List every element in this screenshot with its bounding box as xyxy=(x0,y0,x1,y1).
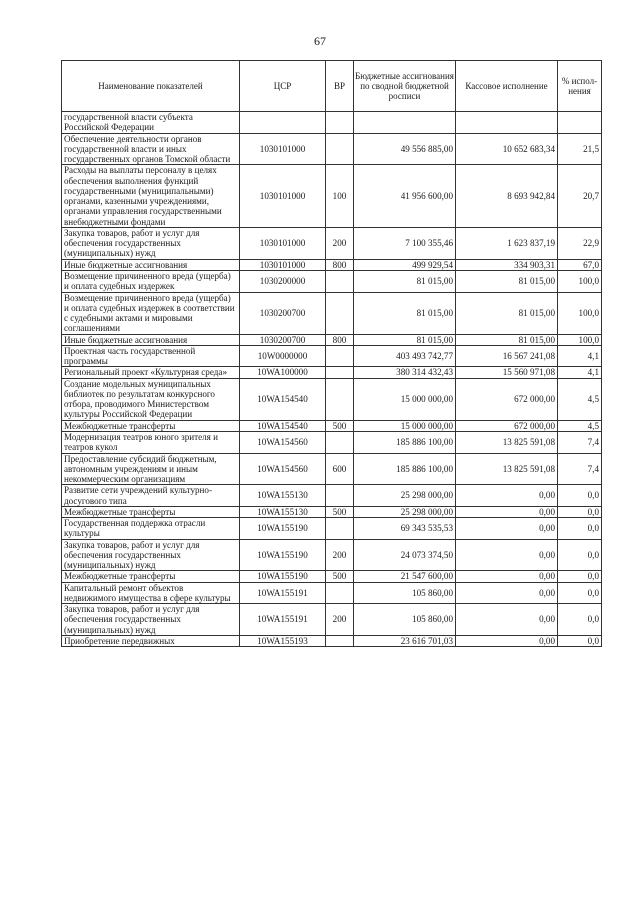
cell-cash: 0,00 xyxy=(456,571,558,582)
table-header-row xyxy=(62,61,602,112)
cell-name: Закупка товаров, работ и услуг для обеспечения государственных (муниципальных) нужд xyxy=(62,227,240,259)
cell-csr: 1030101000 xyxy=(240,133,326,165)
table-row xyxy=(62,420,602,431)
cell-name: государственной власти субъекта Российской Федерации xyxy=(62,112,240,134)
cell-cash: 0,00 xyxy=(456,604,558,636)
cell-cash: 0,00 xyxy=(456,518,558,540)
cell-pct: 0,0 xyxy=(558,636,602,647)
cell-name: Государственная поддержка отрасли культуры xyxy=(62,518,240,540)
cell-vr xyxy=(326,518,354,540)
table-row xyxy=(62,378,602,420)
cell-vr xyxy=(326,378,354,420)
cell-csr: 10WA154540 xyxy=(240,378,326,420)
cell-cash: 16 567 241,08 xyxy=(456,345,558,367)
table-row xyxy=(62,571,602,582)
cell-budget: 499 929,54 xyxy=(354,259,456,270)
cell-budget: 69 343 535,53 xyxy=(354,518,456,540)
cell-cash: 0,00 xyxy=(456,582,558,604)
cell-pct: 100,0 xyxy=(558,270,602,292)
cell-name: Возмещение причиненного вреда (ущерба) и оплата судебных издержек xyxy=(62,270,240,292)
cell-name: Приобретение передвижных xyxy=(62,636,240,647)
table-row xyxy=(62,431,602,453)
cell-budget: 81 015,00 xyxy=(354,334,456,345)
cell-csr: 10WA154560 xyxy=(240,453,326,485)
cell-cash: 0,00 xyxy=(456,539,558,571)
cell-cash: 334 903,31 xyxy=(456,259,558,270)
page-number: 67 xyxy=(314,34,326,48)
table-row xyxy=(62,259,602,270)
table-row xyxy=(62,636,602,647)
cell-budget: 105 860,00 xyxy=(354,604,456,636)
cell-vr: 500 xyxy=(326,420,354,431)
cell-cash xyxy=(456,112,558,134)
cell-csr: 1030200000 xyxy=(240,270,326,292)
cell-vr xyxy=(326,431,354,453)
cell-cash: 15 560 971,08 xyxy=(456,367,558,378)
cell-vr: 600 xyxy=(326,453,354,485)
cell-pct: 100,0 xyxy=(558,292,602,334)
cell-vr: 200 xyxy=(326,604,354,636)
cell-cash: 13 825 591,08 xyxy=(456,453,558,485)
cell-name: Развитие сети учреждений культурно-досугового типа xyxy=(62,485,240,507)
cell-cash: 1 623 837,19 xyxy=(456,227,558,259)
cell-name: Обеспечение деятельности органов государственной власти и иных государственных органов Томской области xyxy=(62,133,240,165)
cell-budget: 105 860,00 xyxy=(354,582,456,604)
cell-pct: 0,0 xyxy=(558,539,602,571)
table-row xyxy=(62,165,602,228)
cell-cash: 0,00 xyxy=(456,636,558,647)
cell-vr xyxy=(326,112,354,134)
cell-csr: 1030101000 xyxy=(240,165,326,228)
budget-execution-table xyxy=(61,60,602,647)
cell-budget: 15 000 000,00 xyxy=(354,420,456,431)
table-row xyxy=(62,582,602,604)
cell-pct: 0,0 xyxy=(558,518,602,540)
cell-name: Региональный проект «Культурная среда» xyxy=(62,367,240,378)
cell-pct: 4,1 xyxy=(558,367,602,378)
cell-pct: 0,0 xyxy=(558,485,602,507)
cell-name: Капитальный ремонт объектов недвижимого имущества в сфере культуры xyxy=(62,582,240,604)
table-row xyxy=(62,227,602,259)
cell-budget: 15 000 000,00 xyxy=(354,378,456,420)
table-row xyxy=(62,604,602,636)
cell-vr xyxy=(326,270,354,292)
header-name: Наименование показателей xyxy=(62,61,240,112)
header-csr: ЦСР xyxy=(240,61,326,112)
cell-pct: 100,0 xyxy=(558,334,602,345)
cell-budget: 81 015,00 xyxy=(354,270,456,292)
cell-name: Возмещение причиненного вреда (ущерба) и оплата судебных издержек в соответствии с судебными актами и мировыми соглашениями xyxy=(62,292,240,334)
cell-cash: 672 000,00 xyxy=(456,420,558,431)
cell-vr xyxy=(326,485,354,507)
cell-csr: 10WA154540 xyxy=(240,420,326,431)
cell-csr xyxy=(240,112,326,134)
cell-vr: 800 xyxy=(326,334,354,345)
cell-cash: 0,00 xyxy=(456,506,558,517)
table-row xyxy=(62,539,602,571)
cell-csr: 10WA155190 xyxy=(240,518,326,540)
table-row xyxy=(62,453,602,485)
table-row xyxy=(62,270,602,292)
cell-budget: 380 314 432,43 xyxy=(354,367,456,378)
cell-pct: 0,0 xyxy=(558,571,602,582)
cell-name: Создание модельных муниципальных библиотек по результатам конкурсного отбора, проводимого Министерством культуры Российской Федерации xyxy=(62,378,240,420)
cell-name: Межбюджетные трансферты xyxy=(62,571,240,582)
cell-vr xyxy=(326,133,354,165)
table-row xyxy=(62,485,602,507)
cell-name: Предоставление субсидий бюджетным, автономным учреждениям и иным некоммерческим организациям xyxy=(62,453,240,485)
cell-cash: 0,00 xyxy=(456,485,558,507)
cell-name: Закупка товаров, работ и услуг для обеспечения государственных (муниципальных) нужд xyxy=(62,539,240,571)
cell-csr: 10WA155190 xyxy=(240,571,326,582)
cell-csr: 10WA155130 xyxy=(240,506,326,517)
header-budget: Бюджетные ассигнования по сводной бюджетной росписи xyxy=(354,61,456,112)
cell-cash: 81 015,00 xyxy=(456,292,558,334)
table-row xyxy=(62,112,602,134)
cell-budget: 24 073 374,50 xyxy=(354,539,456,571)
cell-pct: 7,4 xyxy=(558,453,602,485)
cell-name: Модернизация театров юного зрителя и театров кукол xyxy=(62,431,240,453)
cell-vr: 200 xyxy=(326,227,354,259)
cell-budget: 185 886 100,00 xyxy=(354,453,456,485)
cell-pct: 7,4 xyxy=(558,431,602,453)
cell-name: Иные бюджетные ассигнования xyxy=(62,259,240,270)
cell-vr: 500 xyxy=(326,571,354,582)
header-pct: % испол-нения xyxy=(558,61,602,112)
cell-budget: 7 100 355,46 xyxy=(354,227,456,259)
cell-name: Иные бюджетные ассигнования xyxy=(62,334,240,345)
cell-vr: 800 xyxy=(326,259,354,270)
cell-csr: 10WA155190 xyxy=(240,539,326,571)
cell-budget: 23 616 701,03 xyxy=(354,636,456,647)
cell-vr xyxy=(326,582,354,604)
cell-budget: 21 547 600,00 xyxy=(354,571,456,582)
cell-vr xyxy=(326,345,354,367)
cell-name: Межбюджетные трансферты xyxy=(62,420,240,431)
cell-csr: 1030101000 xyxy=(240,227,326,259)
cell-cash: 81 015,00 xyxy=(456,334,558,345)
cell-csr: 10WA100000 xyxy=(240,367,326,378)
cell-csr: 10WA155193 xyxy=(240,636,326,647)
cell-csr: 1030200700 xyxy=(240,292,326,334)
cell-budget: 25 298 000,00 xyxy=(354,506,456,517)
cell-budget: 185 886 100,00 xyxy=(354,431,456,453)
cell-vr xyxy=(326,636,354,647)
table-row xyxy=(62,133,602,165)
cell-csr: 1030101000 xyxy=(240,259,326,270)
cell-csr: 10WA155191 xyxy=(240,582,326,604)
header-cash: Кассовое исполнение xyxy=(456,61,558,112)
cell-budget xyxy=(354,112,456,134)
cell-pct: 0,0 xyxy=(558,506,602,517)
cell-name: Проектная часть государственной программы xyxy=(62,345,240,367)
cell-pct: 0,0 xyxy=(558,604,602,636)
cell-cash: 81 015,00 xyxy=(456,270,558,292)
cell-budget: 41 956 600,00 xyxy=(354,165,456,228)
table-row xyxy=(62,506,602,517)
table-row xyxy=(62,367,602,378)
cell-budget: 403 493 742,77 xyxy=(354,345,456,367)
cell-pct: 0,0 xyxy=(558,582,602,604)
cell-vr xyxy=(326,292,354,334)
cell-csr: 10WA154560 xyxy=(240,431,326,453)
cell-cash: 672 000,00 xyxy=(456,378,558,420)
cell-vr: 200 xyxy=(326,539,354,571)
table-row xyxy=(62,334,602,345)
table-body xyxy=(62,112,602,647)
cell-pct: 4,5 xyxy=(558,378,602,420)
cell-pct: 67,0 xyxy=(558,259,602,270)
cell-cash: 10 652 683,34 xyxy=(456,133,558,165)
cell-name: Расходы на выплаты персоналу в целях обеспечения выполнения функций государственными (муниципальными) органами, казенными учреждениями, органами управления государственными внебюджетными фондами xyxy=(62,165,240,228)
cell-name: Межбюджетные трансферты xyxy=(62,506,240,517)
header-vr: ВР xyxy=(326,61,354,112)
cell-pct: 4,1 xyxy=(558,345,602,367)
cell-vr: 100 xyxy=(326,165,354,228)
cell-budget: 49 556 885,00 xyxy=(354,133,456,165)
cell-vr: 500 xyxy=(326,506,354,517)
cell-budget: 25 298 000,00 xyxy=(354,485,456,507)
cell-budget: 81 015,00 xyxy=(354,292,456,334)
cell-csr: 10WA155130 xyxy=(240,485,326,507)
table-row xyxy=(62,292,602,334)
table-row xyxy=(62,518,602,540)
cell-csr: 1030200700 xyxy=(240,334,326,345)
cell-pct: 20,7 xyxy=(558,165,602,228)
cell-name: Закупка товаров, работ и услуг для обеспечения государственных (муниципальных) нужд xyxy=(62,604,240,636)
table-row xyxy=(62,345,602,367)
cell-csr: 10WA155191 xyxy=(240,604,326,636)
cell-pct: 4,5 xyxy=(558,420,602,431)
cell-vr xyxy=(326,367,354,378)
cell-cash: 13 825 591,08 xyxy=(456,431,558,453)
cell-csr: 10W0000000 xyxy=(240,345,326,367)
cell-cash: 8 693 942,84 xyxy=(456,165,558,228)
cell-pct: 22,9 xyxy=(558,227,602,259)
cell-pct xyxy=(558,112,602,134)
cell-pct: 21,5 xyxy=(558,133,602,165)
